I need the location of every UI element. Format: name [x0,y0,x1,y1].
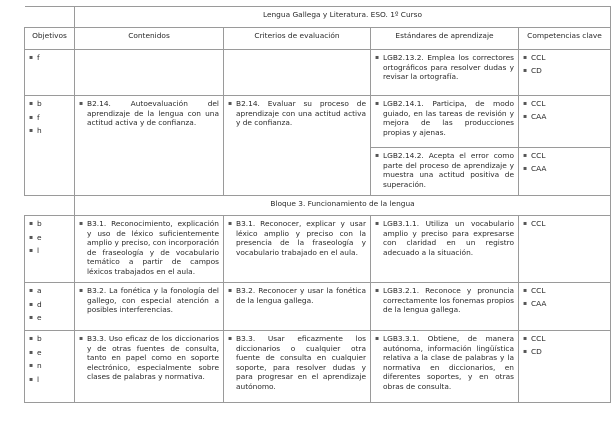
section-title: Bloque 3. Funcionamiento de la lengua [75,196,611,216]
header-contenidos: Contenidos [75,28,224,50]
estandar-text: ▪ LGB2.14.2. Acepta el error como parte del proceso de aprendizaje y muestra una actitud positiva de superación. [375,151,514,189]
competencia-item: ▪ CCL [523,99,606,109]
objetivo-item: ▪ b [29,99,70,109]
header-row [25,28,611,50]
objetivo-item: ▪ f [29,53,70,63]
objetivos-cell [25,216,75,283]
estandar-text: ▪ LGB2.13.2. Emplea los correctores ortográficos para resolver dudas y revisar la ortografía. [375,53,514,82]
estandar-text: ▪ LGB3.1.1. Utiliza un vocabulario amplio y preciso para expresarse con claridad en un registro adecuado a la situación. [375,219,514,257]
competencia-item: ▪ CD [523,347,606,357]
objetivo-item: ▪ e [29,313,70,323]
estandar-text: ▪ LGB3.2.1. Reconoce y pronuncia correctamente los fonemas propios de la lengua gallega. [375,286,514,315]
criterio-text: ▪ B3.2. Reconocer y usar la fonética de la lengua gallega. [228,286,366,305]
table-row [25,50,611,96]
competencias-cell [519,148,611,196]
objetivo-item: ▪ e [29,348,70,358]
estandar-cell [371,331,519,403]
section-spacer [25,196,75,216]
contenido-text: ▪ B3.2. La fonética y la fonología del gallego, con especial atención a posibles interferencias. [79,286,219,315]
table-row [25,331,611,403]
objetivo-item: ▪ b [29,334,70,344]
contenido-cell [75,50,224,96]
objetivos-cell [25,50,75,96]
estandar-cell [371,148,519,196]
header-competencias: Competencias clave [519,28,611,50]
objetivo-item: ▪ f [29,113,70,123]
table-row [25,216,611,283]
contenido-text: ▪ B3.3. Uso eficaz de los diccionarios y de otras fuentes de consulta, tanto en papel como en soporte electrónico, especialmente sobre clases de palabras y normativa. [79,334,219,382]
title-row [25,7,611,28]
table-row [25,96,611,148]
criterio-cell [224,283,371,331]
objetivos-cell [25,96,75,196]
competencias-cell [519,216,611,283]
competencia-item: ▪ CD [523,66,606,76]
objetivo-item: ▪ l [29,246,70,256]
section-row [25,196,611,216]
objetivo-item: ▪ b [29,219,70,229]
competencia-item: ▪ CCL [523,334,606,344]
objetivo-item: ▪ d [29,300,70,310]
table-row [25,283,611,331]
competencias-cell [519,96,611,148]
competencia-item: ▪ CCL [523,53,606,63]
estandar-cell [371,50,519,96]
competencias-cell [519,283,611,331]
competencias-cell [519,50,611,96]
objetivo-item: ▪ h [29,126,70,136]
objetivo-item: ▪ n [29,361,70,371]
competencia-item: ▪ CCL [523,219,606,229]
criterio-text: ▪ B2.14. Evaluar su proceso de aprendizaje con una actitud activa y de confianza. [228,99,366,128]
estandar-text: ▪ LGB2.14.1. Participa, de modo guiado, en las tareas de revisión y mejora de las producciones propias y ajenas. [375,99,514,137]
competencia-item: ▪ CAA [523,299,606,309]
competencia-item: ▪ CAA [523,164,606,174]
header-objetivos: Objetivos [25,28,75,50]
objetivo-item: ▪ a [29,286,70,296]
contenido-cell [75,96,224,196]
estandar-text: ▪ LGB3.3.1. Obtiene, de manera autónoma, información lingüística relativa a la clase de palabras y la normativa en diccionarios, en diferentes soportes, y en otras obras de consulta. [375,334,514,392]
table-title: Lengua Gallega y Literatura. ESO. 1º Curso [75,7,611,28]
estandar-cell [371,216,519,283]
criterio-text: ▪ B3.1. Reconocer, explicar y usar léxico amplio y preciso con la presencia de la fraseología y vocabulario trabajado en el aula. [228,219,366,257]
contenido-text: ▪ B2.14. Autoevaluación del aprendizaje de la lengua con una actitud activa y de confianza. [79,99,219,128]
title-spacer [25,7,75,28]
objetivos-cell [25,283,75,331]
objetivo-item: ▪ l [29,375,70,385]
objetivos-cell [25,331,75,403]
competencias-cell [519,331,611,403]
criterio-cell [224,50,371,96]
competencia-item: ▪ CAA [523,112,606,122]
criterio-text: ▪ B3.3. Usar eficazmente los diccionarios o cualquier otra fuente de consulta en cualquier soporte, para resolver dudas y para progresar en el aprendizaje autónomo. [228,334,366,392]
competencia-item: ▪ CCL [523,286,606,296]
competencia-item: ▪ CCL [523,151,606,161]
criterio-cell [224,331,371,403]
header-criterios: Criterios de evaluación [224,28,371,50]
estandar-cell [371,96,519,148]
objetivo-item: ▪ e [29,233,70,243]
estandar-cell [371,283,519,331]
curriculum-table [24,6,611,403]
criterio-cell [224,96,371,196]
contenido-cell [75,283,224,331]
contenido-cell [75,216,224,283]
criterio-cell [224,216,371,283]
header-estandares: Estándares de aprendizaje [371,28,519,50]
contenido-text: ▪ B3.1. Reconocimiento, explicación y uso de léxico suficientemente amplio y preciso, con incorporación de fraseología y de vocabulario temático a partir de campos léxicos trabajados en el aula. [79,219,219,277]
contenido-cell [75,331,224,403]
